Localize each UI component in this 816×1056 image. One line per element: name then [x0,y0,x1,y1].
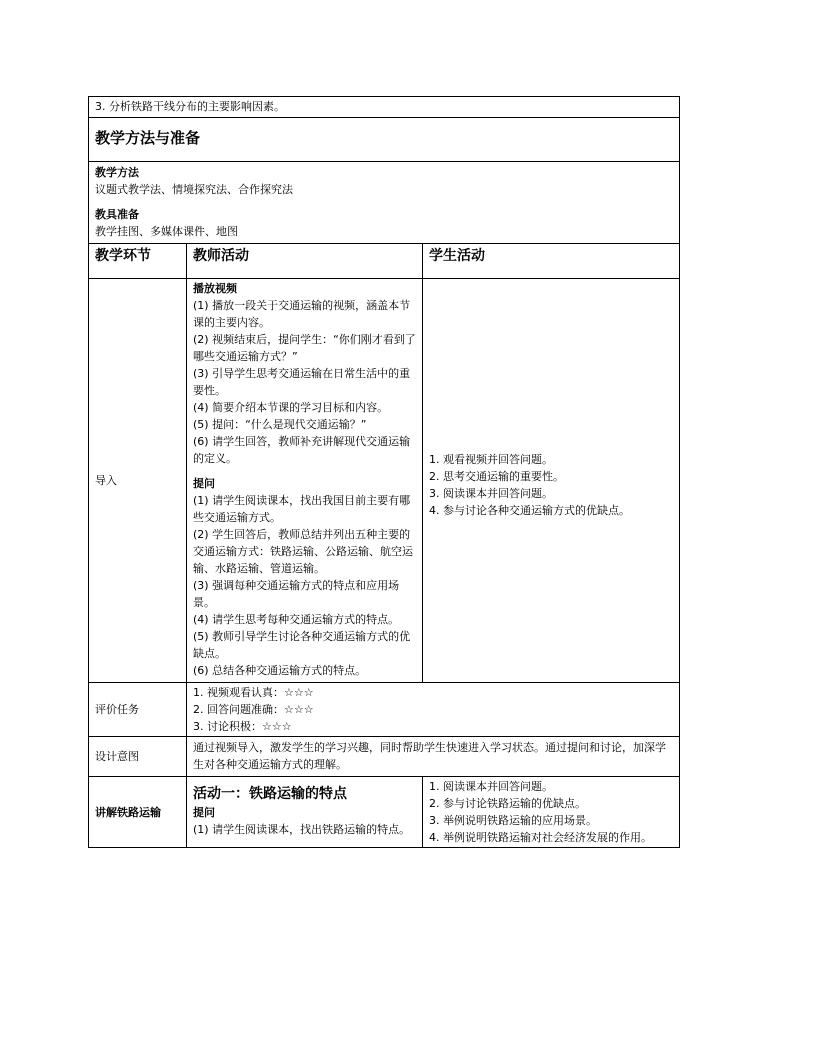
list-item: 3. 阅读课本并回答问题。 [429,487,553,500]
methods-heading-row [89,118,680,162]
objective-3: 3. 分析铁路干线分布的主要影响因素。 [89,97,680,118]
list-item: 1. 视频观看认真：☆☆☆ [193,686,314,699]
header-stage: 教学环节 [89,244,187,279]
list-item: (5) 教师引导学生讨论各种交通运输方式的优缺点。 [193,630,411,660]
intro-row [89,279,680,683]
table-header-row [89,244,680,279]
activity-title: 活动一：铁路运输的特点 [193,786,347,802]
intro-student-activities [423,279,680,683]
list-item: 4. 举例说明铁路运输对社会经济发展的作用。 [429,831,652,844]
method-label: 教学方法 [95,166,139,179]
spacer [193,467,416,475]
list-item: (6) 请学生回答，教师补充讲解现代交通运输的定义。 [193,435,411,465]
intro-teacher-activities [187,279,423,683]
list-item: (5) 提问：“什么是现代交通运输？” [193,418,367,431]
evaluation-items [187,683,680,737]
evaluation-row [89,683,680,737]
design-row [89,737,680,777]
list-item: 2. 回答问题准确：☆☆☆ [193,703,314,716]
objective-row [89,97,680,118]
list-item: 2. 思考交通运输的重要性。 [429,470,564,483]
list-item: (4) 请学生思考每种交通运输方式的特点。 [193,613,400,626]
list-item: (3) 强调每种交通运输方式的特点和应用场景。 [193,579,400,609]
railway-sub-label: 提问 [193,806,215,819]
list-item: (1) 请学生阅读课本，找出我国目前主要有哪些交通运输方式。 [193,494,411,524]
design-text: 通过视频导入，激发学生的学习兴趣，同时帮助学生快速进入学习状态。通过提问和讨论，加深学生对各种交通运输方式的理解。 [187,737,680,777]
methods-heading: 教学方法与准备 [95,129,201,147]
railway-row [89,777,680,848]
list-item: 1. 阅读课本并回答问题。 [429,780,553,793]
railway-stage: 讲解铁路运输 [89,777,187,848]
method-text: 议题式教学法、情境探究法、合作探究法 [95,183,293,196]
list-item: 3. 讨论积极：☆☆☆ [193,720,292,733]
list-item: 1. 观看视频并回答问题。 [429,453,553,466]
list-item: 4. 参与讨论各种交通运输方式的优缺点。 [429,504,630,517]
railway-student-activities [423,777,680,848]
lesson-plan-page [88,96,679,848]
railway-teacher [187,777,423,848]
list-item: 2. 参与讨论铁路运输的优缺点。 [429,797,586,810]
list-item: (6) 总结各种交通运输方式的特点。 [193,664,367,677]
list-item: (3) 引导学生思考交通运输在日常生活中的重要性。 [193,367,411,397]
intro-stage: 导入 [89,279,187,683]
list-item: (1) 播放一段关于交通运输的视频，涵盖本节课的主要内容。 [193,299,411,329]
list-item: (2) 视频结束后，提问学生：“你们刚才看到了哪些交通运输方式？” [193,333,416,363]
header-teacher: 教师活动 [187,244,423,279]
railway-teacher-text: (1) 请学生阅读课本，找出铁路运输的特点。 [193,823,411,836]
methods-content-row [89,162,680,244]
section-label: 提问 [193,477,215,490]
evaluation-stage: 评价任务 [89,683,187,737]
lesson-plan-table [88,96,680,848]
section-label: 播放视频 [193,282,237,295]
list-item: 3. 举例说明铁路运输的应用场景。 [429,814,597,827]
list-item: (2) 学生回答后，教师总结并列出五种主要的交通运输方式：铁路运输、公路运输、航空运输、水路运输、管道运输。 [193,528,413,575]
tools-text: 教学挂图、多媒体课件、地图 [95,225,238,238]
list-item: (4) 简要介绍本节课的学习目标和内容。 [193,401,389,414]
header-student: 学生活动 [423,244,680,279]
design-stage: 设计意图 [89,737,187,777]
tools-label: 教具准备 [95,208,139,221]
